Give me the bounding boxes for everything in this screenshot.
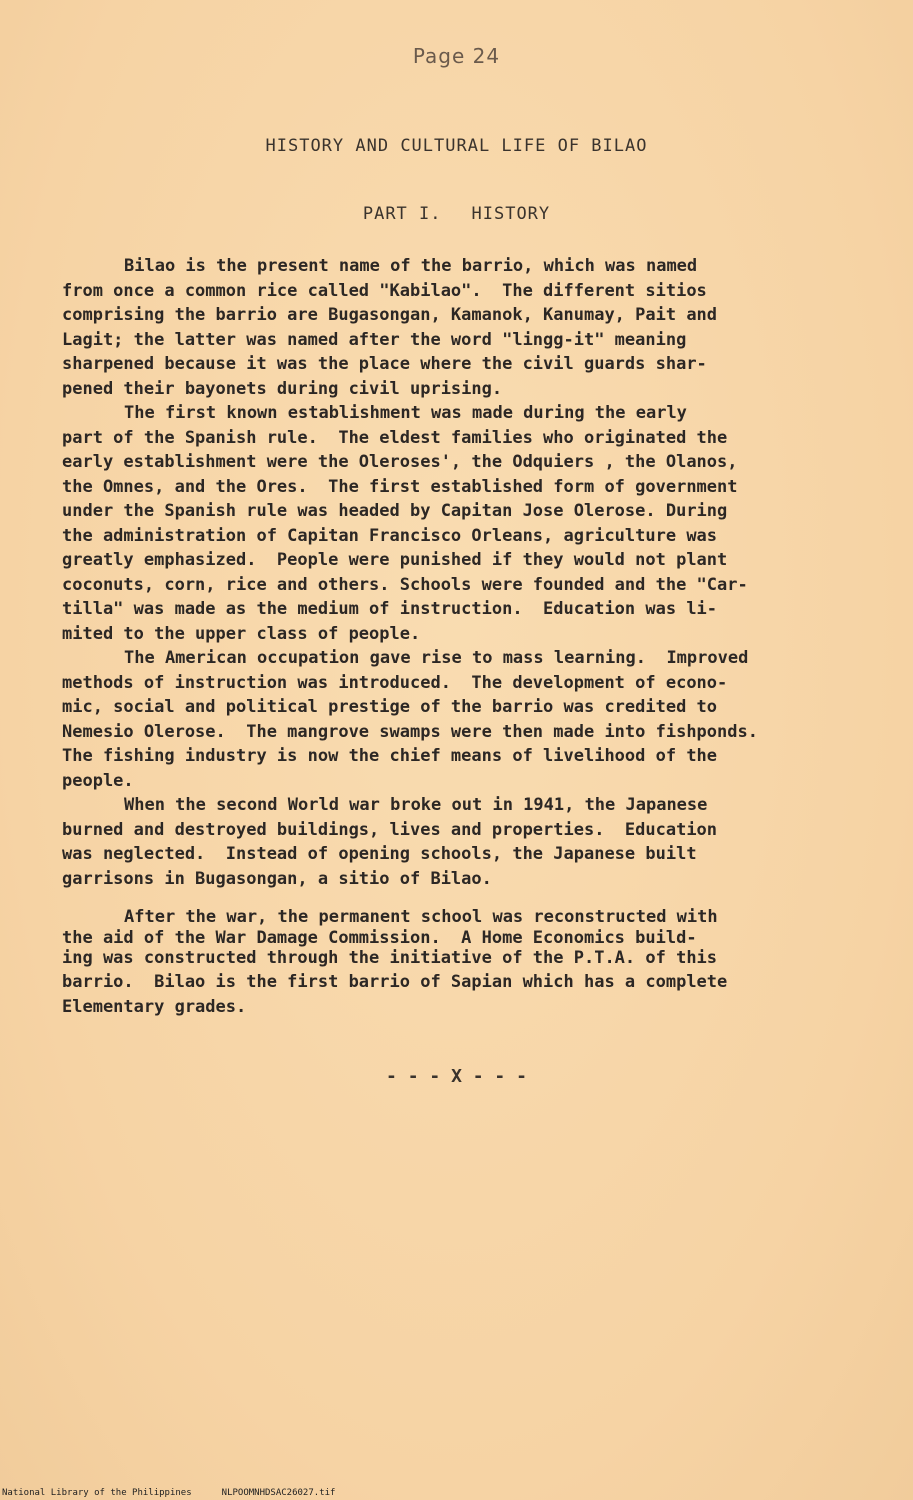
part-name: HISTORY [471,204,551,224]
text-line: Elementary grades. [62,996,247,1017]
text-line: When the second World war broke out in 1941, the Japanese [124,795,708,815]
part-heading [0,204,913,224]
document-title: HISTORY AND CULTURAL LIFE OF BILAO [265,136,648,156]
text-line: barrio. Bilao is the first barrio of Sapian which has a complete [62,972,728,992]
paragraph-1 [62,254,867,401]
file-name: NLPOOMNHDSAC26027.tif [221,1488,336,1498]
text-line: Lagit; the latter was named after the word "lingg-it" meaning [62,329,687,350]
text-line: under the Spanish rule was headed by Capitan Jose Olerose. During [62,501,728,521]
text-line: the aid of the War Damage Commission. A Home Economics build- [62,927,697,948]
text-line: people. [62,770,134,791]
text-line: tilla" was made as the medium of instruction. Education was li- [62,599,718,619]
text-line: pened their bayonets during civil uprising. [62,378,503,399]
text-line: Bilao is the present name of the barrio, which was named [124,256,698,276]
library-credit: National Library of the Philippines [2,1488,192,1498]
text-line: methods of instruction was introduced. The development of econo- [62,672,728,693]
text-line: part of the Spanish rule. The eldest families who originated the [62,427,728,448]
text-line: The American occupation gave rise to mass learning. Improved [124,648,749,668]
paragraph-4 [62,793,867,891]
text-line: early establishment were the Oleroses', the Odquiers , the Olanos, [62,452,738,472]
text-line: from once a common rice called "Kabilao". The different sitios [62,280,707,301]
text-line: the administration of Capitan Francisco Orleans, agriculture was [62,525,718,546]
paragraph-3 [62,646,867,793]
text-line: burned and destroyed buildings, lives and properties. Education [62,819,718,840]
paragraph-2 [62,401,867,646]
page-number: Page 24 [412,44,501,68]
text-line: was neglected. Instead of opening schools, the Japanese built [62,844,697,864]
text-line: mited to the upper class of people. [62,623,421,644]
paragraph-5 [62,905,867,1019]
text-line: coconuts, corn, rice and others. Schools were founded and the "Car- [62,574,748,595]
text-line: ing was constructed through the initiative of the P.T.A. of this [62,947,718,968]
text-line: The fishing industry is now the chief means of livelihood of the [62,746,718,766]
document-body [62,254,867,1019]
text-line: comprising the barrio are Bugasongan, Kamanok, Kanumay, Pait and [62,305,718,325]
text-line: greatly emphasized. People were punished if they would not plant [62,550,728,570]
text-line: mic, social and political prestige of the barrio was credited to [62,697,718,717]
text-line: The first known establishment was made during the early [124,403,687,423]
text-line: Nemesio Olerose. The mangrove swamps were then made into fishponds. [62,721,758,742]
text-line: sharpened because it was the place where the civil guards shar- [62,354,707,374]
end-divider: - - - X - - - [386,1066,527,1087]
text-line: garrisons in Bugasongan, a sitio of Bilao. [62,868,492,889]
part-label: PART I. [362,204,442,224]
text-line: After the war, the permanent school was reconstructed with [124,907,718,927]
scan-footer [2,1488,335,1498]
text-line: the Omnes, and the Ores. The first established form of government [62,476,738,497]
